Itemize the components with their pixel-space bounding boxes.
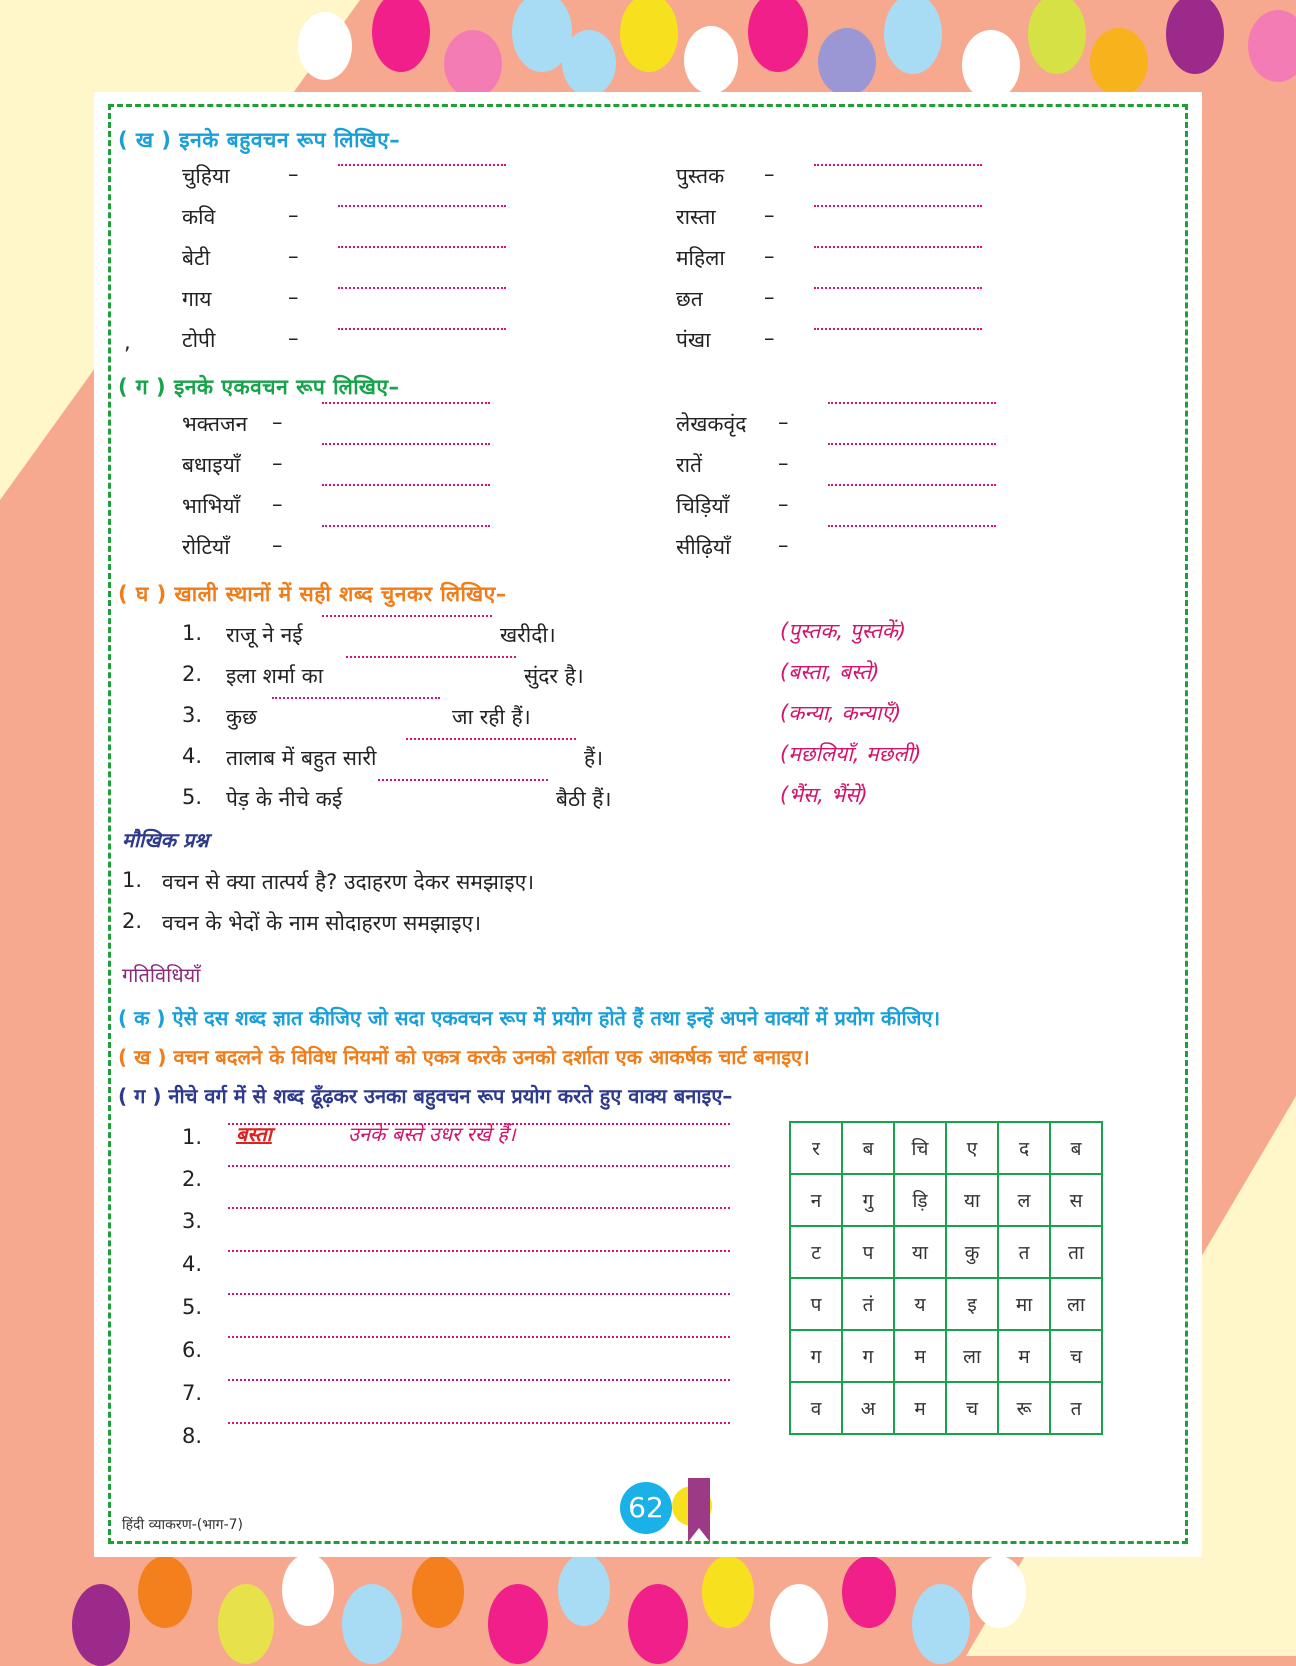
grid-cell: ए	[946, 1122, 998, 1174]
answer-blank	[338, 246, 506, 248]
answer-blank	[406, 738, 576, 740]
grid-cell: या	[894, 1226, 946, 1278]
dash: –	[272, 492, 283, 516]
dash: –	[764, 203, 775, 227]
decorative-dot	[1248, 10, 1296, 82]
dash: –	[778, 410, 789, 434]
decorative-dot	[770, 1584, 828, 1664]
decorative-dot	[684, 26, 738, 94]
grid-cell: च	[946, 1382, 998, 1434]
decorative-dot	[558, 1554, 610, 1626]
sentence-after: जा रही हैं।	[452, 705, 531, 729]
grid-cell: ल	[998, 1174, 1050, 1226]
sentence-blank	[228, 1207, 730, 1209]
grid-cell: ला	[1050, 1278, 1102, 1330]
grid-cell: त	[998, 1226, 1050, 1278]
dash: –	[272, 410, 283, 434]
singular-word-right: चिड़ियाँ	[676, 494, 730, 518]
singular-word-right: सीढ़ियाँ	[676, 535, 731, 559]
activities-heading: गतिविधियाँ	[122, 963, 201, 987]
singular-word-right: लेखकवृंद	[676, 412, 747, 436]
item-number: 2.	[182, 662, 203, 686]
item-number: 1.	[182, 621, 203, 645]
activity-kha: ( ख ) वचन बदलने के विविध नियमों को एकत्र करके उनको दर्शाता एक आकर्षक चार्ट बनाइए।	[118, 1045, 810, 1069]
plural-word-right: महिला	[676, 246, 725, 270]
answer-blank	[814, 328, 982, 330]
plural-word-right: छत	[676, 287, 703, 311]
word-search-grid	[789, 1121, 1103, 1435]
dash: –	[764, 326, 775, 350]
stray-comma: ,	[124, 330, 131, 354]
grid-cell: प	[842, 1226, 894, 1278]
oral-question-text: वचन से क्या तात्पर्य है? उदाहरण देकर समझाइए।	[162, 870, 535, 894]
book-title: हिंदी व्याकरण-(भाग-7)	[122, 1517, 243, 1533]
dash: –	[764, 162, 775, 186]
answer-blank	[814, 205, 982, 207]
grid-cell: य	[894, 1278, 946, 1330]
answer-blank	[272, 697, 440, 699]
decorative-dot	[884, 0, 942, 74]
grid-cell: म	[894, 1382, 946, 1434]
grid-cell: ब	[1050, 1122, 1102, 1174]
plural-word-left: कवि	[182, 205, 216, 229]
answer-blank	[322, 402, 490, 404]
grid-cell: मा	[998, 1278, 1050, 1330]
example-word: बस्ता	[236, 1122, 272, 1146]
grid-cell: ग	[790, 1330, 842, 1382]
item-number: 4.	[182, 744, 203, 768]
dash: –	[764, 285, 775, 309]
decorative-dot	[1028, 0, 1086, 74]
activity-ka: ( क ) ऐसे दस शब्द ज्ञात कीजिए जो सदा एकवचन रूप में प्रयोग होते हैं तथा इन्हें अपने वाक्यों में प्रयोग कीजिए।	[118, 1006, 941, 1030]
decorative-dot	[138, 1556, 192, 1628]
section-gha-heading: ( घ ) खाली स्थानों में सही शब्द चुनकर लिखिए–	[118, 582, 507, 606]
decorative-dot	[372, 0, 430, 72]
plural-word-right: पुस्तक	[676, 164, 725, 188]
item-number: 3.	[182, 703, 203, 727]
sentence-blank	[228, 1165, 730, 1167]
grid-cell: अ	[842, 1382, 894, 1434]
decorative-dot	[488, 1584, 548, 1664]
decorative-dot	[972, 1556, 1026, 1628]
decorative-dot	[298, 12, 352, 80]
answer-blank	[814, 287, 982, 289]
answer-blank	[322, 615, 492, 617]
singular-word-left: भाभियाँ	[182, 494, 241, 518]
dash: –	[288, 285, 299, 309]
section-kha-heading: ( ख ) इनके बहुवचन रूप लिखिए–	[118, 128, 401, 152]
sentence-before: तालाब में बहुत सारी	[226, 746, 377, 770]
dash: –	[288, 162, 299, 186]
word-choice-hint: (भैंस, भैंसें)	[780, 783, 868, 807]
answer-blank	[828, 443, 996, 445]
sentence-number: 2.	[182, 1167, 203, 1191]
grid-cell: ग	[842, 1330, 894, 1382]
activity-ga: ( ग ) नीचे वर्ग में से शब्द ढूँढ़कर उनका बहुवचन रूप प्रयोग करते हुए वाक्य बनाइए–	[118, 1084, 733, 1108]
decorative-dot	[818, 28, 876, 96]
dash: –	[288, 326, 299, 350]
plural-word-left: गाय	[182, 287, 212, 311]
sentence-before: इला शर्मा का	[226, 664, 324, 688]
singular-word-left: रोटियाँ	[182, 535, 230, 559]
grid-cell: कु	[946, 1226, 998, 1278]
answer-blank	[828, 484, 996, 486]
dash: –	[288, 244, 299, 268]
sentence-after: खरीदी।	[500, 623, 556, 647]
sentence-blank	[228, 1336, 730, 1338]
answer-blank	[828, 402, 996, 404]
grid-cell: इ	[946, 1278, 998, 1330]
sentence-number: 4.	[182, 1252, 203, 1276]
word-choice-hint: (मछलियाँ, मछली)	[780, 742, 922, 766]
oral-questions-heading: मौखिक प्रश्न	[122, 828, 209, 852]
page-number: 62	[620, 1482, 672, 1534]
answer-blank	[338, 287, 506, 289]
grid-cell: ब	[842, 1122, 894, 1174]
word-choice-hint: (पुस्तक, पुस्तकें)	[780, 619, 907, 643]
grid-cell: च	[1050, 1330, 1102, 1382]
grid-cell: द	[998, 1122, 1050, 1174]
grid-row	[790, 1226, 1102, 1278]
grid-cell: ट	[790, 1226, 842, 1278]
grid-cell: या	[946, 1174, 998, 1226]
dash: –	[764, 244, 775, 268]
decorative-dot	[1090, 28, 1148, 96]
grid-cell: व	[790, 1382, 842, 1434]
grid-cell: गु	[842, 1174, 894, 1226]
answer-blank	[346, 656, 516, 658]
grid-cell: ला	[946, 1330, 998, 1382]
plural-word-right: पंखा	[676, 328, 711, 352]
grid-cell: प	[790, 1278, 842, 1330]
sentence-blank	[228, 1422, 730, 1424]
sentence-number: 5.	[182, 1295, 203, 1319]
grid-cell: चि	[894, 1122, 946, 1174]
answer-blank	[322, 484, 490, 486]
item-number: 5.	[182, 785, 203, 809]
decorative-dot	[218, 1584, 274, 1664]
grid-cell: र	[790, 1122, 842, 1174]
answer-blank	[322, 443, 490, 445]
sentence-number: 6.	[182, 1338, 203, 1362]
sentence-before: कुछ	[226, 705, 257, 729]
decorative-dot	[444, 30, 502, 98]
bookmark-ribbon-icon	[684, 1478, 714, 1544]
decorative-dot	[282, 1554, 334, 1626]
decorative-dot	[342, 1584, 402, 1664]
decorative-dot	[562, 30, 616, 96]
decorative-dot	[702, 1556, 754, 1628]
grid-cell: त	[1050, 1382, 1102, 1434]
grid-cell: न	[790, 1174, 842, 1226]
answer-blank	[322, 525, 490, 527]
sentence-after: सुंदर है।	[524, 664, 584, 688]
dash: –	[288, 203, 299, 227]
answer-blank	[338, 164, 506, 166]
decorative-dot	[842, 1556, 896, 1628]
sentence-number: 7.	[182, 1381, 203, 1405]
plural-word-left: चुहिया	[182, 164, 230, 188]
decorative-dot	[620, 0, 678, 72]
sentence-number: 8.	[182, 1424, 203, 1448]
plural-word-right: रास्ता	[676, 205, 716, 229]
dash: –	[778, 533, 789, 557]
decorative-dot	[628, 1584, 688, 1664]
grid-cell: ड़ि	[894, 1174, 946, 1226]
section-ga-heading: ( ग ) इनके एकवचन रूप लिखिए–	[118, 375, 400, 399]
sentence-before: राजू ने नई	[226, 623, 303, 647]
sentence-after: बैठी हैं।	[556, 787, 612, 811]
decorative-dot	[962, 30, 1020, 100]
sentence-before: पेड़ के नीचे कई	[226, 787, 343, 811]
answer-blank	[338, 328, 506, 330]
decorative-dot	[72, 1584, 130, 1666]
answer-blank	[828, 525, 996, 527]
sentence-number: 3.	[182, 1209, 203, 1233]
plural-word-left: टोपी	[182, 328, 216, 352]
dash: –	[272, 533, 283, 557]
example-sentence: उनके बस्ते उधर रखे हैं।	[348, 1122, 516, 1146]
singular-word-left: भक्तजन	[182, 412, 248, 436]
plural-word-left: बेटी	[182, 246, 211, 270]
decorative-dot	[412, 1556, 464, 1628]
grid-row	[790, 1278, 1102, 1330]
grid-cell: म	[998, 1330, 1050, 1382]
grid-cell: म	[894, 1330, 946, 1382]
dash: –	[778, 451, 789, 475]
grid-cell: तं	[842, 1278, 894, 1330]
sentence-after: हैं।	[584, 746, 604, 770]
grid-cell: रू	[998, 1382, 1050, 1434]
grid-row	[790, 1330, 1102, 1382]
grid-row	[790, 1122, 1102, 1174]
oral-question-number: 1.	[122, 868, 143, 892]
oral-question-number: 2.	[122, 909, 143, 933]
answer-blank	[378, 779, 548, 781]
sentence-blank	[228, 1250, 730, 1252]
dash: –	[778, 492, 789, 516]
grid-row	[790, 1382, 1102, 1434]
sentence-blank	[228, 1293, 730, 1295]
grid-cell: स	[1050, 1174, 1102, 1226]
answer-blank	[814, 164, 982, 166]
grid-cell: ता	[1050, 1226, 1102, 1278]
decorative-dot	[912, 1584, 970, 1664]
singular-word-left: बधाइयाँ	[182, 453, 241, 477]
oral-question-text: वचन के भेदों के नाम सोदाहरण समझाइए।	[162, 911, 482, 935]
answer-blank	[814, 246, 982, 248]
grid-row	[790, 1174, 1102, 1226]
singular-word-right: रातें	[676, 453, 702, 477]
dash: –	[272, 451, 283, 475]
sentence-blank	[228, 1379, 730, 1381]
decorative-dot	[1166, 0, 1224, 74]
word-choice-hint: (कन्या, कन्याएँ)	[780, 701, 902, 725]
word-choice-hint: (बस्ता, बस्ते)	[780, 660, 880, 684]
sentence-number: 1.	[182, 1125, 203, 1149]
answer-blank	[338, 205, 506, 207]
decorative-dot	[748, 0, 808, 72]
